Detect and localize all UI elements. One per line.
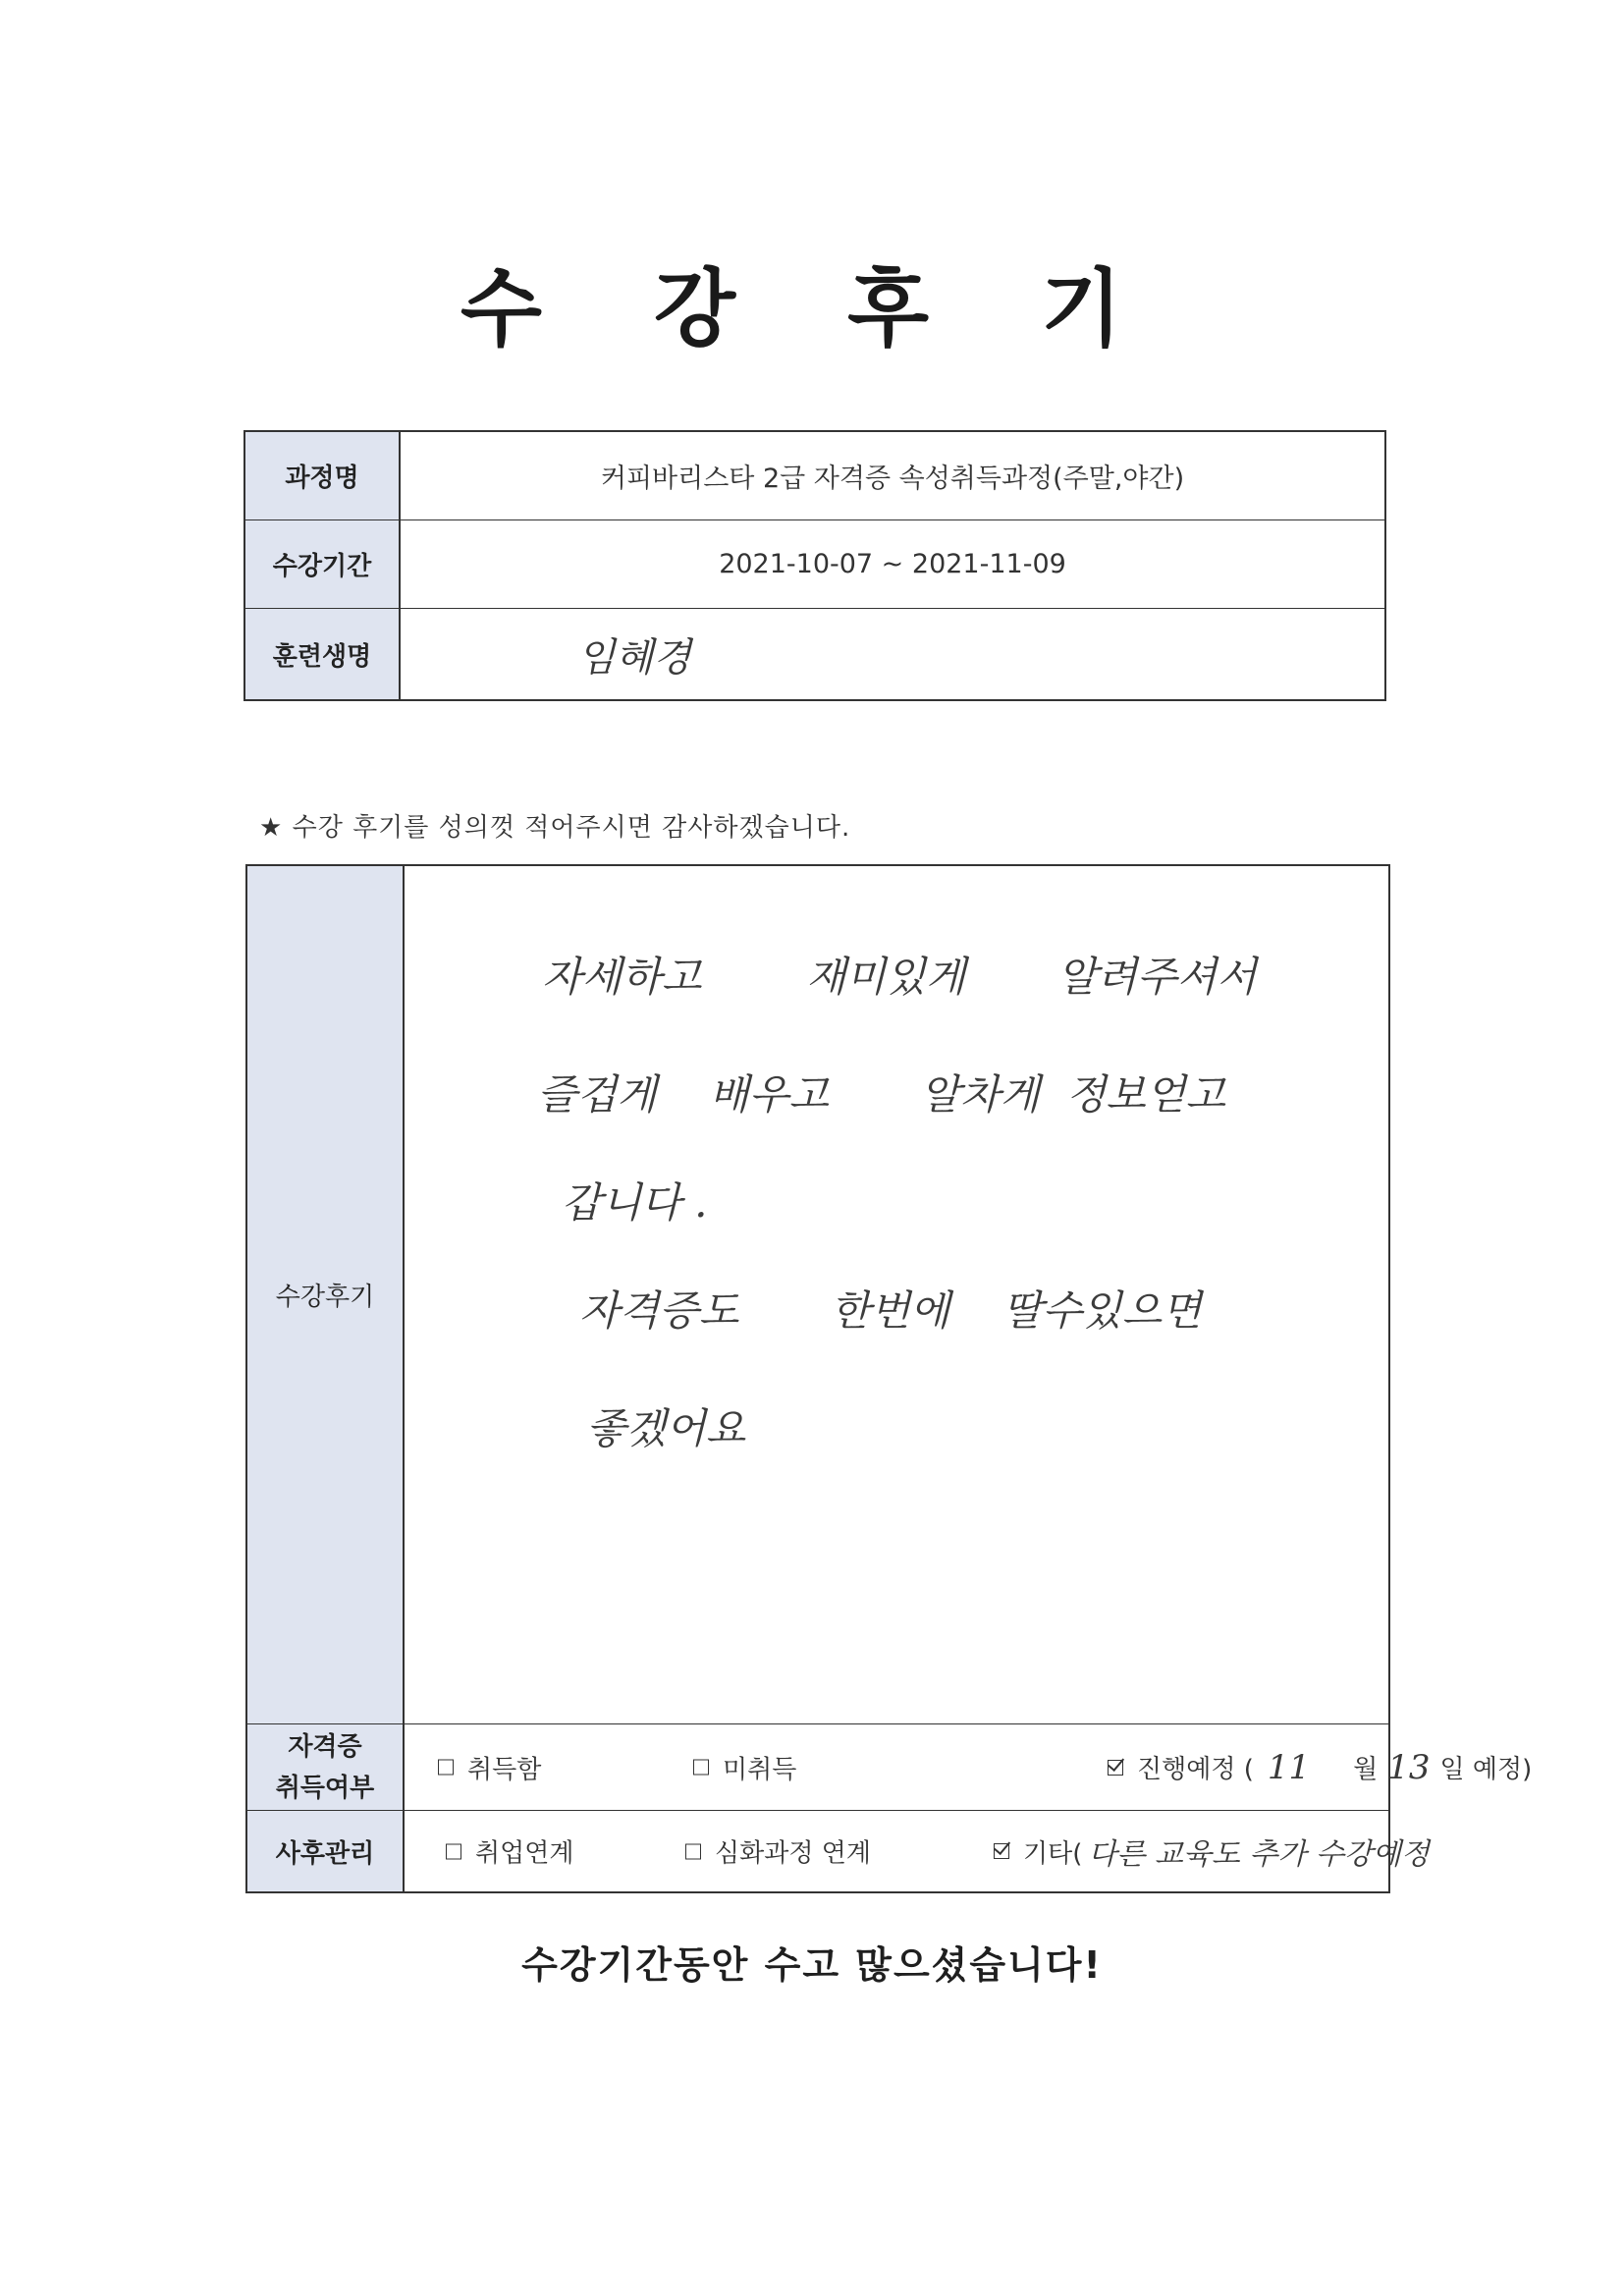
checkbox-icon[interactable] (693, 1760, 709, 1776)
period-value: 2021-10-07 ~ 2021-11-09 (719, 549, 1066, 579)
cert-label-line2: 취득여부 (275, 1773, 375, 1803)
cert-day-unit: 일 예정) (1439, 1755, 1533, 1784)
review-body (405, 866, 1388, 1723)
period-row (245, 520, 1384, 609)
cert-option-planned-label: 진행예정 ( (1137, 1755, 1254, 1784)
cert-option-not-acquired[interactable] (693, 1749, 796, 1785)
cert-options (405, 1724, 1533, 1810)
cert-label-line1: 자격증 (288, 1731, 362, 1762)
review-line: 자세하고 재미있게 알려주셔서 (542, 953, 1257, 1001)
trainee-name-handwritten: 임혜경 (577, 634, 691, 681)
after-option-other[interactable] (994, 1830, 1439, 1873)
after-care-label: 사후관리 (247, 1811, 405, 1891)
checked-checkbox-icon[interactable] (1108, 1760, 1123, 1776)
cert-row (247, 1724, 1533, 1811)
after-option-job[interactable] (446, 1833, 573, 1870)
trainee-row (245, 609, 1384, 699)
review-table (245, 864, 1533, 1893)
after-option-other-label: 기타( (1023, 1838, 1083, 1869)
cert-month-handwritten: 11 (1267, 1747, 1311, 1787)
after-other-handwritten: 다른 교육도 추가 수강예정 (1088, 1837, 1430, 1872)
course-row (245, 432, 1384, 520)
cert-option-acquired-label: 취득함 (467, 1755, 542, 1784)
after-care-options (405, 1811, 1430, 1891)
checkbox-icon[interactable] (438, 1760, 454, 1776)
course-label: 과정명 (245, 432, 401, 519)
review-line: 즐겁게 배우고 알차게 정보얻고 (537, 1070, 1225, 1119)
after-care-row (247, 1811, 1430, 1891)
checkbox-icon[interactable] (685, 1843, 701, 1859)
cert-day-handwritten: 13 (1387, 1747, 1431, 1787)
cert-option-not-label: 미취득 (723, 1755, 797, 1784)
closing-message: 수강기간동안 수고 많으셨습니다! (521, 1943, 1103, 1987)
after-option-advanced[interactable] (685, 1833, 871, 1870)
review-line: 갑니다 . (562, 1178, 708, 1227)
cert-option-planned[interactable] (1108, 1748, 1532, 1787)
review-label: 수강후기 (247, 866, 405, 1723)
checkbox-icon[interactable] (446, 1843, 461, 1859)
period-label: 수강기간 (245, 520, 401, 608)
cert-option-acquired[interactable] (438, 1749, 541, 1785)
cert-label (247, 1724, 405, 1810)
notice-text: ★ 수강 후기를 성의껏 적어주시면 감사하겠습니다. (259, 813, 851, 843)
review-row (247, 866, 1388, 1724)
review-line: 좋겠어요 (586, 1404, 746, 1452)
course-value: 커피바리스타 2급 자격증 속성취득과정(주말,야간) (600, 464, 1185, 494)
cert-month-unit: 월 (1353, 1755, 1379, 1784)
info-table (244, 430, 1386, 701)
review-line: 자격증도 한번에 딸수있으면 (579, 1286, 1202, 1335)
page-title: 수 강 후 기 (460, 260, 1164, 358)
trainee-label: 훈련생명 (245, 609, 401, 699)
checked-checkbox-icon[interactable] (994, 1843, 1009, 1859)
after-option-job-label: 취업연계 (475, 1838, 574, 1869)
after-option-advanced-label: 심화과정 연계 (715, 1838, 871, 1869)
